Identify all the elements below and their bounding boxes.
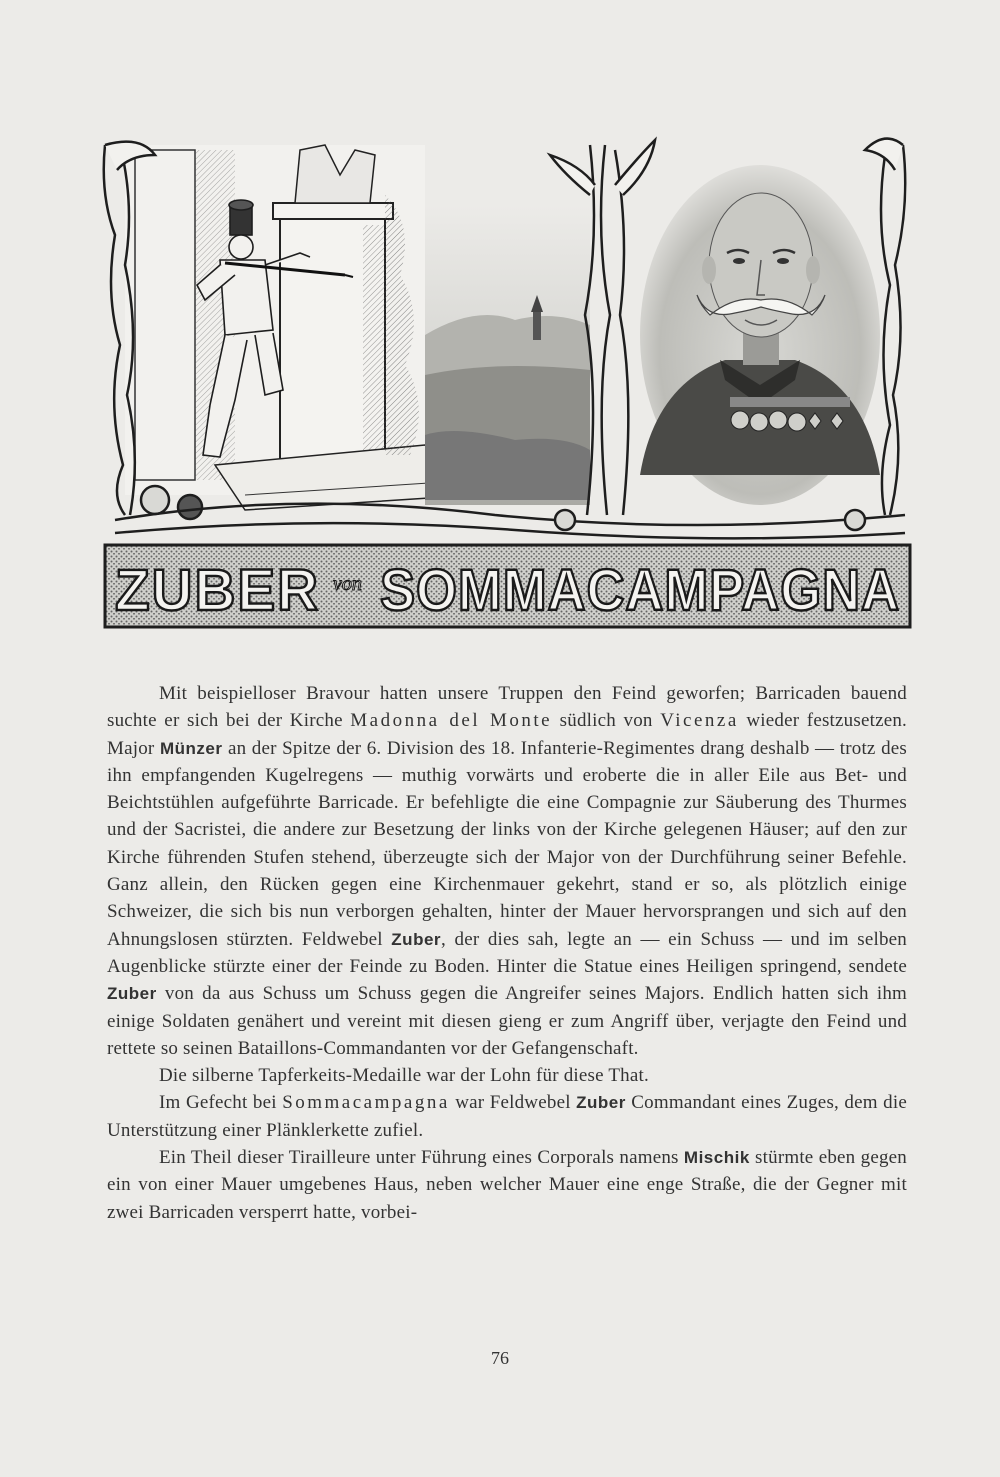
place-name: Vicenza	[660, 710, 739, 732]
banner-von-text: von	[333, 573, 362, 595]
text-run: stürmte eben gegen ein von einer Mauer umgebenes Haus, neben welcher Mauer eine enge Straße, die der Gegner mit zwei Barricaden versperrt hatte, vorbei-	[107, 1147, 908, 1223]
body-text	[107, 680, 907, 1226]
paragraph-4	[107, 1144, 907, 1226]
illustration-svg	[95, 135, 915, 635]
text-run: Ein Theil dieser Tirailleure unter Führung eines Corporals namens	[159, 1147, 684, 1169]
place-name: Madonna del Monte	[350, 710, 553, 732]
banner-left-text: ZUBER	[115, 558, 320, 623]
header-illustration	[95, 135, 915, 635]
text-run: wieder festzusetzen. Major	[107, 710, 907, 759]
person-name: Münzer	[159, 738, 223, 758]
text-run: von da aus Schuss um Schuss gegen die Angreifer seines Majors. Endlich hatten sich ihm einige Soldaten genähert und vereint mit diesen gieng er zum Angriff über, verjagte den Feind und rettete so seinen Bataillons-Commandanten vor der Gefangenschaft.	[107, 983, 907, 1059]
text-run: südlich von	[552, 710, 661, 732]
place-name: Sommacampagna	[282, 1092, 450, 1114]
page-number: 76	[491, 1348, 509, 1368]
soldier-scene	[125, 145, 475, 510]
text-run: Im Gefecht bei	[159, 1092, 283, 1114]
text-run: war Feldwebel	[449, 1092, 577, 1114]
paragraph-3	[107, 1089, 907, 1144]
title-banner	[105, 545, 910, 627]
paragraph-2: Die silberne Tapferkeits-Medaille war der Lohn für diese That.	[159, 1065, 649, 1087]
person-name: Zuber	[391, 929, 442, 949]
text-run: , der dies sah, legte an — ein Schuss — und im selben Augenblicke stürzte einer der Feinde zu Boden. Hinter die Statue eines Heiligen springend, sendete	[107, 928, 907, 977]
text-run: Commandant eines Zuges, dem die Unterstützung einer Plänklerkette zufiel.	[107, 1092, 907, 1141]
text-run: an der Spitze der 6. Division des 18. Infanterie-Regimentes drang deshalb — trotz des ihn empfangenden Kugelregens — muthig vorwärts und eroberte die in aller Eile aus Bet- und Beichtstühlen aufgeführte Barricade. Er befehligte die eine Compagnie zur Säuberung des Thurmes und der Sacristei, die andere zur Besetzung der links von der Kirche gelegenen Häuser; auf den zur Kirche führenden Stufen stehend, überzeugte sich der Major von der Durchführung seiner Befehle. Ganz allein, den Rücken gegen eine Kirchenmauer gekehrt, stand er so, als plötzlich einige Schweizer, die sich bis nun verborgen gehalten, hinter der Mauer hervorsprangen und sich auf den Ahnungslosen stürzten. Feldwebel	[107, 737, 907, 950]
text-run: Mit beispielloser Bravour hatten unsere Truppen den Feind geworfen; Barricaden bauend suchte er sich bei der Kirche	[107, 683, 907, 732]
portrait-officer	[635, 155, 880, 505]
person-name: Zuber	[576, 1093, 626, 1113]
person-name: Mischik	[683, 1148, 750, 1168]
paragraph-1	[107, 680, 907, 1062]
person-name: Zuber	[107, 984, 157, 1004]
banner-right-text: SOMMACAMPAGNA	[380, 558, 900, 623]
